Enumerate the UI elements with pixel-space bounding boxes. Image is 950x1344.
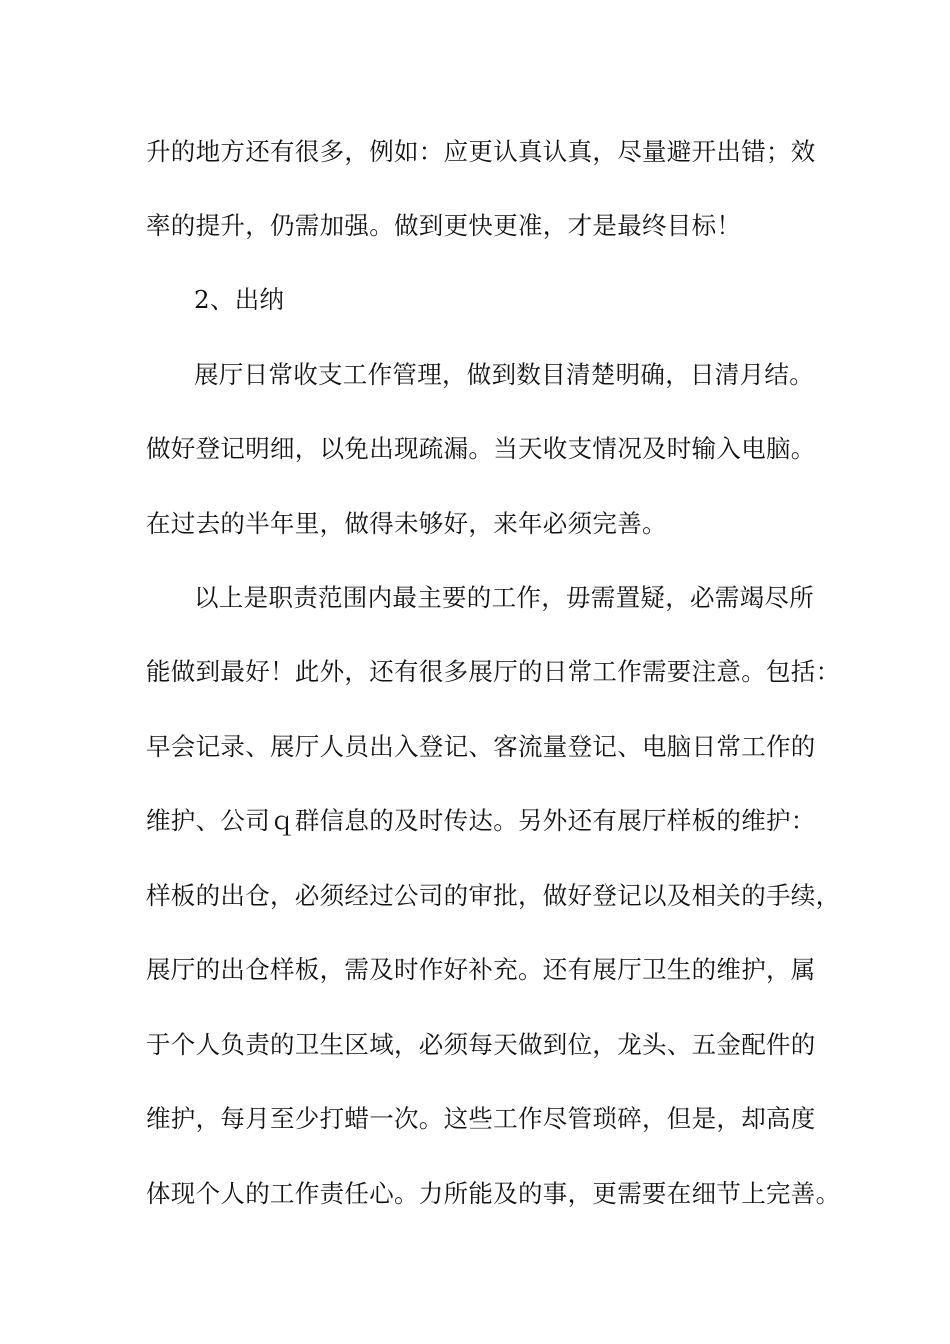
- text-line: 升的地方还有很多，例如：应更认真认真，尽量避开出错；效: [146, 137, 816, 166]
- text-line: 展厅日常收支工作管理，做到数目清楚明确，日清月结。: [194, 360, 814, 389]
- text-line: 做好登记明细，以免出现疏漏。当天收支情况及时输入电脑。: [146, 434, 816, 463]
- text-line: 维护、公司ｑ群信息的及时传达。另外还有展厅样板的维护：: [146, 806, 816, 835]
- text-line: 于个人负责的卫生区域，必须每天做到位，龙头、五金配件的: [146, 1030, 816, 1059]
- text-line: 样板的出仓，必须经过公司的审批，做好登记以及相关的手续，: [146, 881, 841, 910]
- text-line: 率的提升，仍需加强。做到更快更准，才是最终目标！: [146, 211, 742, 240]
- text-line: 在过去的半年里，做得未够好，来年必须完善。: [146, 509, 667, 538]
- text-line: 早会记录、展厅人员出入登记、客流量登记、电脑日常工作的: [146, 732, 816, 761]
- text-line: 以上是职责范围内最主要的工作，毋需置疑，必需竭尽所: [194, 583, 814, 612]
- text-line: 体现个人的工作责任心。力所能及的事，更需要在细节上完善。: [146, 1179, 841, 1208]
- text-line: 维护，每月至少打蜡一次。这些工作尽管琐碎，但是，却高度: [146, 1104, 816, 1133]
- text-line: 能做到最好！此外，还有很多展厅的日常工作需要注意。包括：: [146, 657, 841, 686]
- section-heading: 2、出纳: [194, 285, 285, 314]
- text-line: 展厅的出仓样板，需及时作好补充。还有展厅卫生的维护，属: [146, 955, 816, 984]
